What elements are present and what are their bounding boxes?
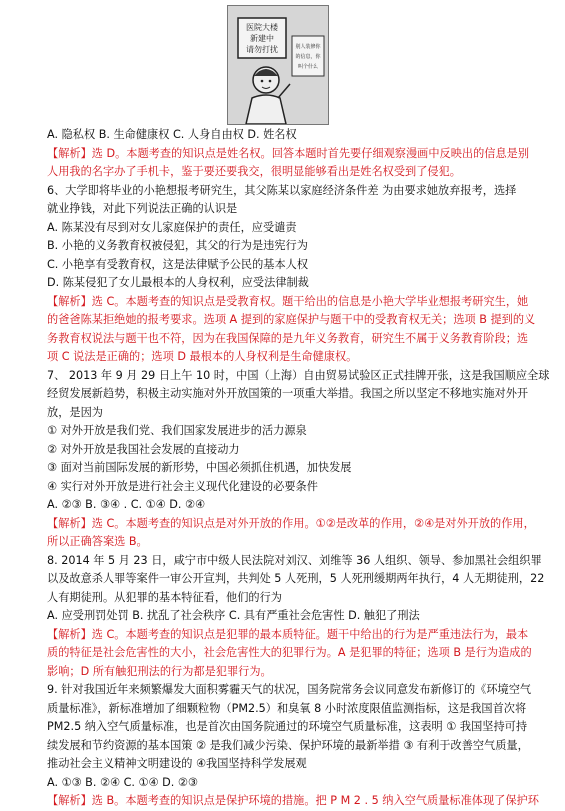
question-line: 人有期徒刑。从犯罪的基本特征看，他们的行为 xyxy=(47,590,282,604)
comic-speech-line: 别人装修你 xyxy=(295,44,321,50)
analysis-line: 人用我的名字办了手机卡，鉴于要还要我交，很明显能够看出是姓名权受到了侵犯。 xyxy=(47,165,461,178)
comic-sign-line: 医院大楼 xyxy=(246,23,278,32)
comic-speech-line: 叫个什么 xyxy=(297,64,319,70)
question-line: 就业挣钱，对此下列说法正确的认识是 xyxy=(47,202,238,215)
analysis-line: 所以正确答案选 B。 xyxy=(47,535,148,548)
question-line: ② 对外开放是我国社会发展的直接动力 xyxy=(47,442,240,456)
question-line: 质量标准》，新标准增加了细颗粒物（PM2.5）和臭氧 8 小时浓度限值监测指标，这是我国首次将 xyxy=(47,701,527,715)
analysis-line: 的爸爸陈某拒绝她的报考要求。选项 A 提到的家庭保护与题干中的受教育权无关；选项 B 提到的义 xyxy=(47,313,536,326)
analysis-line: 务教育权说法与题干也不符，因为在我国保障的是九年义务教育，研究生不属于义务教育阶段；选 xyxy=(47,331,529,345)
comic-illustration xyxy=(227,5,329,125)
comic-speech-line: 的信息，你 xyxy=(295,54,321,60)
question-line: A. ①③ B. ②④ C. ①④ D. ②③ xyxy=(47,775,198,789)
analysis-line: 【解析】选 C。本题考查的知识点是犯罪的最本质特征。题干中给出的行为是严重违法行为，最本 xyxy=(47,627,529,641)
question-line: ③ 面对当前国际发展的新形势，中国必须抓住机遇，加快发展 xyxy=(47,461,352,474)
analysis-line: 影响；D 所有触犯刑法的行为都是犯罪行为。 xyxy=(47,664,272,678)
question-line: D. 陈某侵犯了女儿最根本的人身权利，应受法律制裁 xyxy=(47,276,309,289)
question-line: 以及故意杀人罪等案件一审公开宣判，共判处 5 人死刑，5 人死刑缓期两年执行，4 人无期徒刑，22 xyxy=(47,572,545,585)
analysis-line: 质的特征是社会危害性的大小，社会危害性大的犯罪行为。A 是犯罪的特征；选项 B 是行为造成的 xyxy=(47,646,532,659)
analysis-line: 【解析】选 D。本题考查的知识点是姓名权。回答本题时首先要仔细观察漫画中反映出的信息是别 xyxy=(47,146,530,160)
question-line: 7、 2013 年 9 月 29 日上午 10 时，中国（上海）自由贸易试验区正式挂牌开张，这是我国顺应全球 xyxy=(47,368,550,382)
analysis-line: 【解析】选 B。本题考查的知识点是保护环境的措施。把 P M 2 . 5 纳入空气质量标准体现了保护环 xyxy=(47,794,539,807)
question-line: ④ 实行对外开放是进行社会主义现代化建设的必要条件 xyxy=(47,479,318,493)
question-line: A. ②③ B. ③④ . C. ①④ D. ②④ xyxy=(47,498,206,511)
question-line: PM2.5 纳入空气质量标准，也是首次由国务院通过的环境空气质量标准，这表明 ① 我国坚持可持 xyxy=(47,720,528,733)
question-line: A. 隐私权 B. 生命健康权 C. 人身自由权 D. 姓名权 xyxy=(47,128,297,141)
analysis-line: 【解析】选 C。本题考查的知识点是受教育权。题干给出的信息是小艳大学毕业想报考研究生，她 xyxy=(47,294,529,308)
question-line: 续发展和节约资源的基本国策 ② 是我们减少污染、保护环境的最新举措 ③ 有利于改善空气质量， xyxy=(47,738,529,752)
question-line: ① 对外开放是我们党、我们国家发展进步的活力源泉 xyxy=(47,424,307,437)
question-line: A. 陈某没有尽到对女儿家庭保护的责任，应受谴责 xyxy=(47,220,297,234)
question-line: A. 应受刑罚处罚 B. 扰乱了社会秩序 C. 具有严重社会危害性 D. 触犯了刑法 xyxy=(47,609,420,622)
analysis-line: 项 C 说法是正确的；选项 D 最根本的人身权利是生命健康权。 xyxy=(47,350,358,363)
comic-sign-line: 新建中 xyxy=(250,34,274,43)
analysis-line: 【解析】选 C。本题考查的知识点是对外开放的作用。①②是改革的作用，②④是对外开放的作用， xyxy=(47,516,535,530)
question-line: 8. 2014 年 5 月 23 日，咸宁市中级人民法院对刘汉、刘维等 36 人组织、领导、参加黑社会组织罪 xyxy=(47,553,542,567)
question-line: 9. 针对我国近年来频繁爆发大面积雾霾天气的状况，国务院常务会议同意发布新修订的《环境空气 xyxy=(47,683,532,696)
question-line: B. 小艳的义务教育权被侵犯，其父的行为是违宪行为 xyxy=(47,239,308,252)
question-line: 经贸发展新趋势，积极主动实施对外开放国策的一项重大举措。我国之所以坚定不移地实施对外开 xyxy=(47,387,529,400)
question-line: C. 小艳享有受教育权，这是法律赋予公民的基本人权 xyxy=(47,257,309,271)
question-line: 推动社会主义精神文明建设的 ④我国坚持科学发展观 xyxy=(47,757,307,770)
comic-sign-line: 请勿打扰 xyxy=(246,45,278,54)
question-line: 放，是因为 xyxy=(47,405,103,419)
question-line: 6、大学即将毕业的小艳想报考研究生，其父陈某以家庭经济条件差 为由要求她放弃报考，选择 xyxy=(47,183,517,197)
